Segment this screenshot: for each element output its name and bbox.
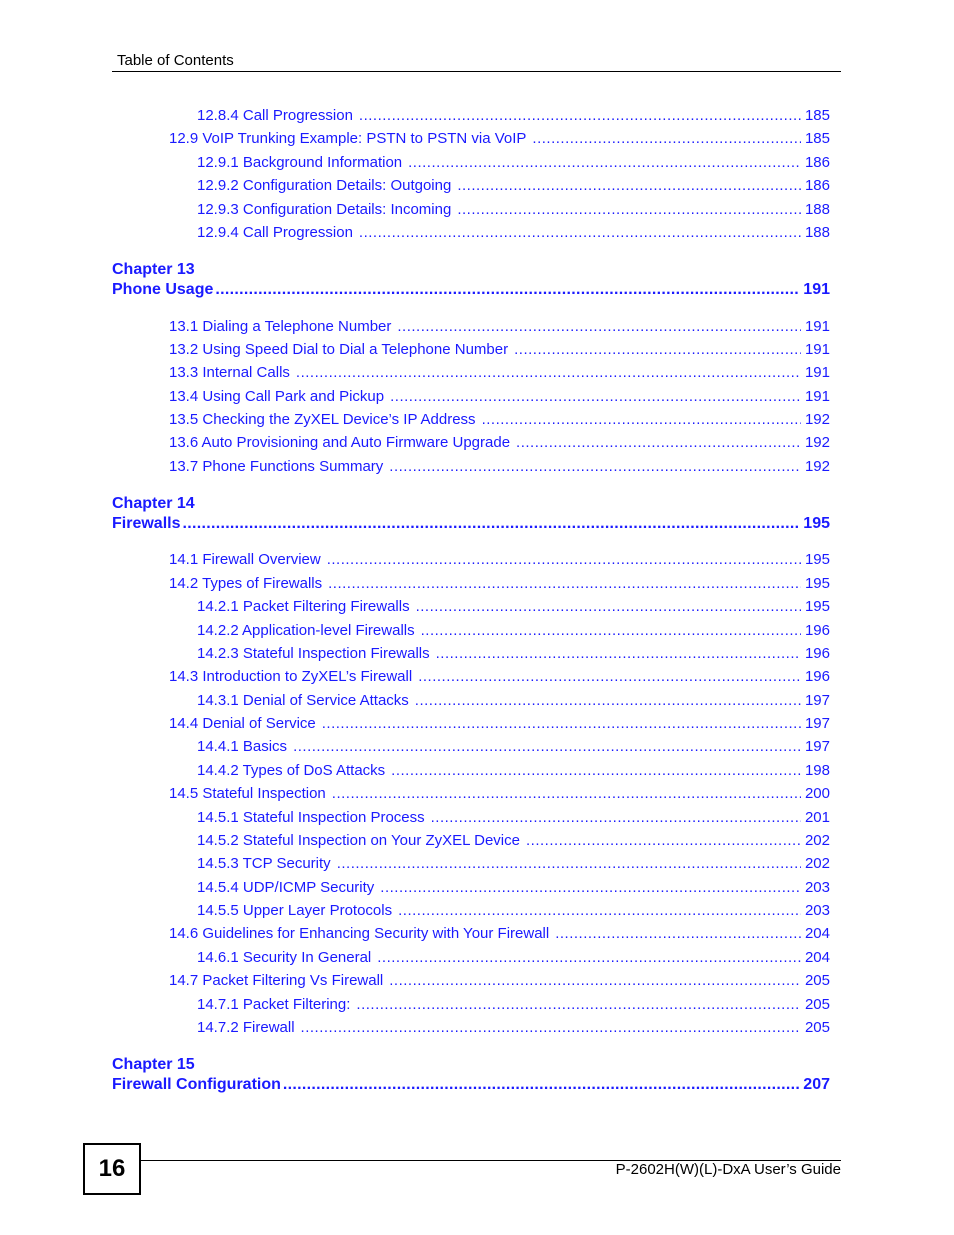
toc-entry-label[interactable]: 12.9.2 Configuration Details: Outgoing — [197, 177, 452, 194]
toc-entry-label[interactable]: 14.5.3 TCP Security — [197, 855, 331, 872]
toc-entry-label[interactable]: 12.9.1 Background Information — [197, 154, 403, 171]
chapter-title-entry[interactable] — [112, 513, 830, 535]
dot-leader — [408, 153, 801, 173]
toc-entry[interactable] — [169, 971, 830, 991]
toc-entry-page[interactable]: 188 — [804, 224, 830, 241]
dot-leader — [359, 223, 801, 243]
toc-entry[interactable] — [197, 948, 830, 968]
toc-entry[interactable] — [197, 1018, 830, 1038]
chapter-title[interactable]: Firewall Configuration — [112, 1076, 281, 1093]
toc-entry-page[interactable]: 195 — [804, 551, 830, 568]
dot-leader — [482, 410, 801, 430]
toc-entry-page[interactable]: 204 — [804, 925, 830, 942]
toc-entry[interactable] — [197, 995, 830, 1015]
toc-entry-label[interactable]: 14.2.3 Stateful Inspection Firewalls — [197, 645, 430, 662]
page-number-box — [83, 1143, 141, 1195]
dot-leader — [391, 761, 801, 781]
toc-entry-page[interactable]: 205 — [804, 1019, 830, 1036]
toc-entry-label[interactable]: 13.6 Auto Provisioning and Auto Firmware Upgrade — [169, 434, 511, 451]
chapter-title[interactable]: Phone Usage — [112, 281, 214, 298]
toc-entry-page[interactable]: 197 — [804, 692, 830, 709]
chapter-page[interactable]: 207 — [803, 1076, 830, 1093]
toc-entry[interactable] — [197, 691, 830, 711]
toc-entry-page[interactable]: 196 — [804, 668, 830, 685]
toc-entry[interactable] — [197, 644, 830, 664]
toc-entry-label[interactable]: 14.5.1 Stateful Inspection Process — [197, 809, 425, 826]
toc-entry-page[interactable]: 204 — [804, 949, 830, 966]
dot-leader — [359, 106, 801, 126]
running-header: Table of Contents — [117, 52, 234, 69]
toc-entry-label[interactable]: 14.4 Denial of Service — [169, 715, 316, 732]
chapter-page[interactable]: 195 — [803, 515, 830, 532]
chapter-title-entry[interactable] — [112, 1074, 830, 1096]
toc-entry-page[interactable]: 192 — [804, 458, 830, 475]
toc-entry[interactable] — [169, 667, 830, 687]
dot-leader — [415, 691, 801, 711]
toc-entry-label[interactable]: 13.7 Phone Functions Summary — [169, 458, 384, 475]
toc-entry[interactable] — [169, 433, 830, 453]
dot-leader — [514, 340, 801, 360]
toc-entry-label[interactable]: 14.2 Types of Firewalls — [169, 575, 323, 592]
toc-entry-label[interactable]: 14.5.5 Upper Layer Protocols — [197, 902, 393, 919]
toc-entry-label[interactable]: 14.7 Packet Filtering Vs Firewall — [169, 972, 384, 989]
toc-entry[interactable] — [197, 878, 830, 898]
toc-entry-label[interactable]: 14.5.2 Stateful Inspection on Your ZyXEL Device — [197, 832, 520, 849]
dot-leader — [293, 737, 801, 757]
toc-entry-label[interactable]: 12.9.4 Call Progression — [197, 224, 353, 241]
toc-entry[interactable] — [197, 223, 830, 243]
toc-entry-label[interactable]: 14.7.2 Firewall — [197, 1019, 295, 1036]
toc-entry[interactable] — [169, 340, 830, 360]
dot-leader — [215, 279, 800, 301]
dot-leader — [296, 363, 801, 383]
toc-entry[interactable] — [197, 153, 830, 173]
dot-leader — [418, 667, 801, 687]
dot-leader — [389, 457, 801, 477]
dot-leader — [457, 176, 801, 196]
toc-entry-page[interactable]: 186 — [804, 177, 830, 194]
dot-leader — [398, 901, 801, 921]
toc-entry[interactable] — [197, 200, 830, 220]
toc-entry-page[interactable]: 200 — [804, 785, 830, 802]
toc-entry[interactable] — [169, 387, 830, 407]
toc-entry-page[interactable]: 205 — [804, 996, 830, 1013]
toc-entry-label[interactable]: 14.4.2 Types of DoS Attacks — [197, 762, 386, 779]
toc-entry[interactable] — [169, 574, 830, 594]
toc-entry-label[interactable]: 14.6.1 Security In General — [197, 949, 372, 966]
dot-leader — [431, 808, 801, 828]
toc-entry-page[interactable]: 191 — [804, 318, 830, 335]
toc-entry[interactable] — [197, 597, 830, 617]
toc-entry-label[interactable]: 14.5 Stateful Inspection — [169, 785, 326, 802]
dot-leader — [356, 995, 801, 1015]
toc-entry-label[interactable]: 14.7.1 Packet Filtering: — [197, 996, 351, 1013]
toc-entry-page[interactable]: 203 — [804, 879, 830, 896]
dot-leader — [380, 878, 801, 898]
dot-leader — [436, 644, 801, 664]
toc-entry-page[interactable]: 195 — [804, 575, 830, 592]
toc-entry-page[interactable]: 197 — [804, 738, 830, 755]
chapter-number: Chapter 13 — [112, 261, 195, 278]
toc-entry-page[interactable]: 185 — [804, 130, 830, 147]
toc-entry[interactable] — [169, 129, 830, 149]
toc-entry-label[interactable]: 14.3.1 Denial of Service Attacks — [197, 692, 409, 709]
toc-entry-page[interactable]: 192 — [804, 434, 830, 451]
toc-entry-page[interactable]: 205 — [804, 972, 830, 989]
toc-entry-page[interactable]: 196 — [804, 622, 830, 639]
dot-leader — [332, 784, 801, 804]
toc-entry-label[interactable]: 12.9.3 Configuration Details: Incoming — [197, 201, 452, 218]
guide-title: P-2602H(W)(L)-DxA User’s Guide — [615, 1161, 841, 1178]
toc-entry[interactable] — [197, 737, 830, 757]
dot-leader — [526, 831, 801, 851]
toc-entry-page[interactable]: 186 — [804, 154, 830, 171]
dot-leader — [457, 200, 801, 220]
toc-entry-page[interactable]: 188 — [804, 201, 830, 218]
dot-leader — [516, 433, 801, 453]
toc-entry-label[interactable]: 13.4 Using Call Park and Pickup — [169, 388, 385, 405]
dot-leader — [397, 317, 801, 337]
chapter-number: Chapter 14 — [112, 495, 195, 512]
toc-entry-label[interactable]: 14.3 Introduction to ZyXEL’s Firewall — [169, 668, 413, 685]
dot-leader — [389, 971, 801, 991]
dot-leader — [555, 924, 801, 944]
dot-leader — [328, 574, 801, 594]
toc-entry-label[interactable]: 14.6 Guidelines for Enhancing Security with Your Firewall — [169, 925, 550, 942]
page-number: 16 — [98, 1155, 126, 1182]
dot-leader — [390, 387, 801, 407]
dot-leader — [322, 714, 801, 734]
dot-leader — [182, 513, 800, 535]
dot-leader — [377, 948, 801, 968]
toc-entry-page[interactable]: 191 — [804, 364, 830, 381]
toc-entry-label[interactable]: 13.1 Dialing a Telephone Number — [169, 318, 392, 335]
toc-entry[interactable] — [169, 457, 830, 477]
chapter-title-entry[interactable] — [112, 279, 830, 301]
toc-entry-label[interactable]: 14.4.1 Basics — [197, 738, 288, 755]
dot-leader — [301, 1018, 801, 1038]
dot-leader — [337, 854, 801, 874]
chapter-page[interactable]: 191 — [803, 281, 830, 298]
toc-entry-page[interactable]: 191 — [804, 388, 830, 405]
toc-entry[interactable] — [169, 363, 830, 383]
toc-entry[interactable] — [197, 621, 830, 641]
toc-entry[interactable] — [169, 784, 830, 804]
toc-entry-page[interactable]: 202 — [804, 855, 830, 872]
toc-entry-label[interactable]: 12.8.4 Call Progression — [197, 107, 353, 124]
toc-entry[interactable] — [197, 106, 830, 126]
toc-entry-page[interactable]: 197 — [804, 715, 830, 732]
toc-entry[interactable] — [169, 410, 830, 430]
toc-entry-page[interactable]: 191 — [804, 341, 830, 358]
toc-entry[interactable] — [197, 901, 830, 921]
chapter-title[interactable]: Firewalls — [112, 515, 181, 532]
toc-entry-label[interactable]: 12.9 VoIP Trunking Example: PSTN to PSTN via VoIP — [169, 130, 527, 147]
toc-entry-page[interactable]: 195 — [804, 598, 830, 615]
toc-entry-label[interactable]: 13.5 Checking the ZyXEL Device’s IP Address — [169, 411, 476, 428]
dot-leader — [327, 550, 801, 570]
toc-entry[interactable] — [169, 714, 830, 734]
toc-entry-label[interactable]: 13.2 Using Speed Dial to Dial a Telephone Number — [169, 341, 509, 358]
toc-entry-page[interactable]: 185 — [804, 107, 830, 124]
toc-entry-label[interactable]: 13.3 Internal Calls — [169, 364, 290, 381]
toc-entry-page[interactable]: 201 — [804, 809, 830, 826]
dot-leader — [416, 597, 801, 617]
toc-entry[interactable] — [197, 808, 830, 828]
dot-leader — [283, 1074, 800, 1096]
toc-entry[interactable] — [197, 854, 830, 874]
toc-entry-label[interactable]: 14.2.2 Application-level Firewalls — [197, 622, 415, 639]
toc-entry-page[interactable]: 203 — [804, 902, 830, 919]
dot-leader — [421, 621, 801, 641]
toc-entry[interactable] — [197, 176, 830, 196]
toc-entry-page[interactable]: 196 — [804, 645, 830, 662]
toc-entry-label[interactable]: 14.2.1 Packet Filtering Firewalls — [197, 598, 410, 615]
toc-entry[interactable] — [169, 550, 830, 570]
toc-entry[interactable] — [169, 924, 830, 944]
toc-entry-label[interactable]: 14.1 Firewall Overview — [169, 551, 321, 568]
toc-entry-page[interactable]: 192 — [804, 411, 830, 428]
dot-leader — [532, 129, 801, 149]
toc-entry-page[interactable]: 202 — [804, 832, 830, 849]
toc-entry-label[interactable]: 14.5.4 UDP/ICMP Security — [197, 879, 375, 896]
toc-entry[interactable] — [197, 761, 830, 781]
toc-entry[interactable] — [169, 317, 830, 337]
toc-entry-page[interactable]: 198 — [804, 762, 830, 779]
toc-entry[interactable] — [197, 831, 830, 851]
chapter-number: Chapter 15 — [112, 1056, 195, 1073]
